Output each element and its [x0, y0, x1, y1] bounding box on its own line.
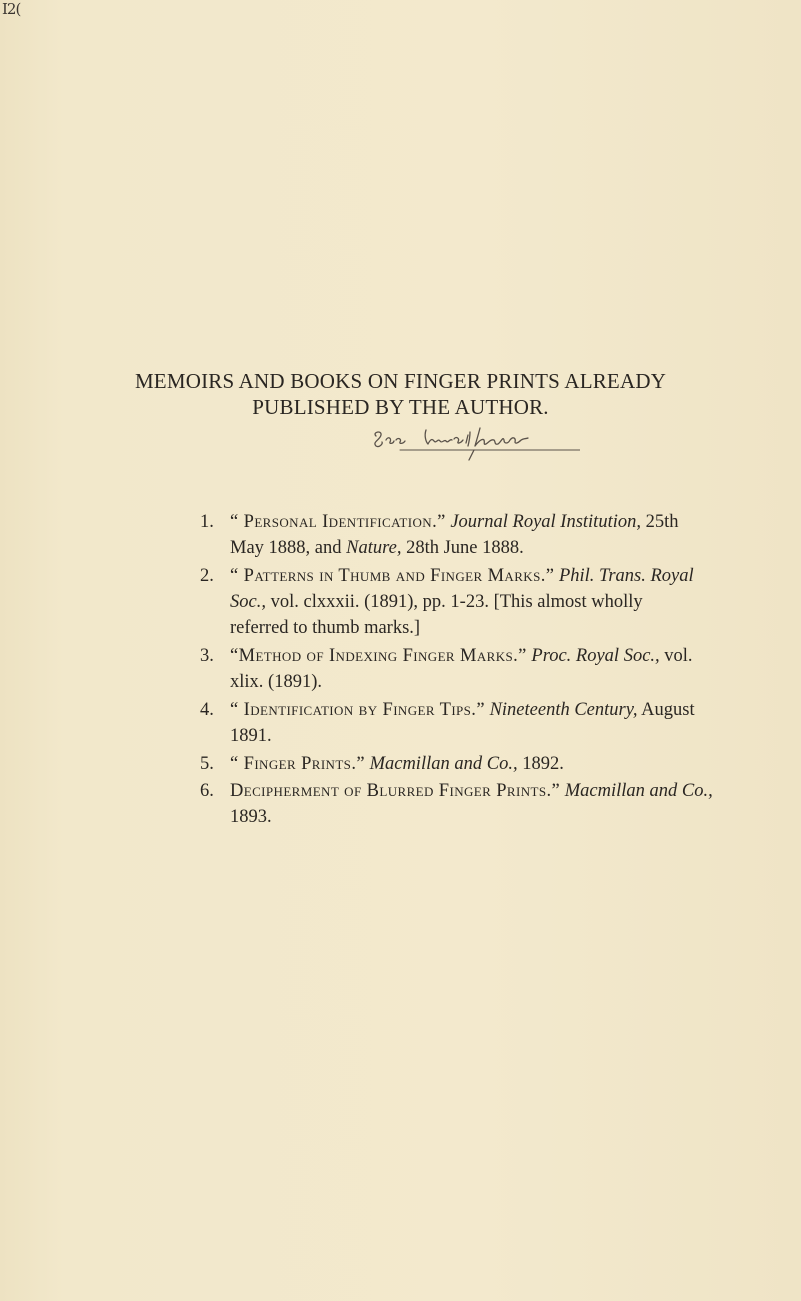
bibliography-entry-5	[200, 751, 740, 777]
entry-number: 6.	[200, 781, 214, 801]
entry-number: 5.	[200, 754, 214, 774]
entry-source: Nineteenth Century,	[489, 700, 638, 720]
entry-number: 2.	[200, 566, 214, 586]
entry-date: 1891.	[230, 726, 272, 746]
bibliography-entry-2	[200, 563, 740, 641]
entry-note: referred to thumb marks.]	[230, 618, 421, 638]
entry-source-2: Nature,	[346, 538, 402, 558]
entry-detail: vol.	[659, 646, 693, 666]
entry-source: Macmillan and Co.,	[564, 781, 713, 801]
bibliography-entry-4	[200, 697, 740, 749]
entry-number: 3.	[200, 646, 214, 666]
entry-title: “ Patterns in Thumb and Finger Marks.”	[230, 566, 555, 586]
entry-detail: August	[637, 700, 695, 720]
bibliography-entry-6	[200, 778, 740, 830]
entry-source: Journal Royal Institution,	[450, 512, 641, 532]
entry-title: “ Identification by Finger Tips.”	[230, 700, 485, 720]
entry-date: 1893.	[230, 807, 272, 827]
entry-source: Macmillan and Co.,	[369, 754, 518, 774]
entry-source-cont: Soc.,	[230, 592, 266, 612]
entry-title: “ Finger Prints.”	[230, 754, 365, 774]
entry-date: xlix. (1891).	[230, 672, 322, 692]
entry-title: “Method of Indexing Finger Marks.”	[230, 646, 527, 666]
entry-date: 1892.	[517, 754, 564, 774]
bibliography-entry-1	[200, 509, 740, 561]
entry-source: Proc. Royal Soc.,	[531, 646, 660, 666]
handwritten-annotation	[370, 422, 580, 462]
entry-number: 1.	[200, 512, 214, 532]
corner-pencil-mark: I2(	[2, 0, 21, 18]
page-title-line-1: MEMOIRS AND BOOKS ON FINGER PRINTS ALREADY	[134, 369, 667, 393]
entry-date: 25th	[640, 512, 679, 532]
entry-detail: May 1888, and	[230, 538, 347, 558]
entry-source: Phil. Trans. Royal	[558, 566, 694, 586]
entry-number: 4.	[200, 700, 214, 720]
entry-title: Decipherment of Blurred Finger Prints.”	[230, 781, 561, 801]
bibliography-entry-3	[200, 643, 740, 695]
entry-title: “ Personal Identification.”	[230, 512, 446, 532]
entry-detail: vol. clxxxii. (1891), pp. 1-23. [This almost wholly	[265, 592, 643, 612]
page-title-line-2: PUBLISHED BY THE AUTHOR.	[252, 395, 549, 419]
entry-date-2: 28th June 1888.	[401, 538, 524, 558]
